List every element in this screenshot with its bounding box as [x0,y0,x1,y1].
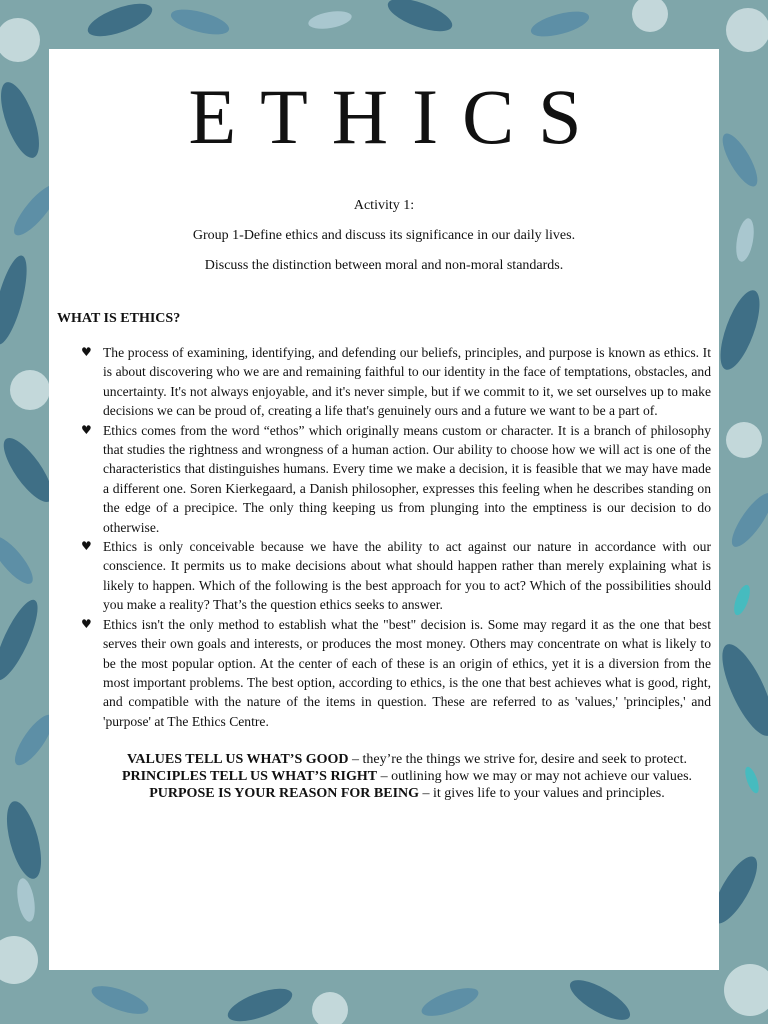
summary-block [57,751,711,802]
summary-purpose [103,785,711,802]
list-item [81,421,711,537]
summary-principles-bold: PRINCIPLES TELL US WHAT’S RIGHT [121,769,378,785]
summary-values-rest: – they’re the things we strive for, desire and seek to protect. [348,752,687,768]
list-item-text: Ethics comes from the word “ethos” which originally means custom or character. It is a branch of philosophy that studies the rightness and wrongness of a human action. Our ability to choose how we will act is one of the characteristics that distinguishes humans. Every time we make a decision, it is feasible that we may have made a different one. Soren Kierkegaard, a Danish philosopher, expresses this feeling when he describes standing on the edge of a precipice. The only thing keeping us from plunging into the emptiness is our decision to do otherwise. [103,422,711,535]
discussion-task: Discuss the distinction between moral and non-moral standards. [204,258,564,273]
section-heading: WHAT IS ETHICS? [57,311,181,326]
heart-bullet-icon: ♥ [81,422,92,437]
activity-intro [57,197,711,275]
list-item-text: The process of examining, identifying, and defending our beliefs, principles, and purpose is known as ethics. It is about discovering who we are and remaining faithful to our identity in the face of temptations, obstacles, and uncertainty. It's not always enjoyable, and it's never simple, but if we commit to it, we set ourselves up to make decisions we can be proud of, creating a life that's genuinely ours and a future we want to be a part of. [103,345,711,419]
list-item-text: Ethics isn't the only method to establish what the "best" decision is. Some may regard it as the one that best serves their own goals and interests, or produces the most money. Others may concentrate on what is likely to be the most popular option. At the center of each of these is an origin of ethics, yet it is a diversion from the most important problems. The best option, according to ethics, is the one that best achieves what is good, right, and compatible with the nature of the items in question. These are referred to as 'values,' 'principles,' and 'purpose' at The Ethics Centre. [103,616,711,729]
summary-purpose-rest: – it gives life to your values and principles. [419,786,665,802]
summary-principles [103,768,711,785]
document-page [49,49,719,970]
heart-bullet-icon: ♥ [81,539,92,554]
document-title: ETHICS [188,73,606,160]
list-item [81,615,711,731]
heart-bullet-icon: ♥ [81,345,92,359]
group-task: Group 1-Define ethics and discuss its significance in our daily lives. [192,228,576,243]
summary-values [103,751,711,768]
activity-label: Activity 1: [353,198,415,213]
summary-values-bold: VALUES TELL US WHAT’S GOOD [127,752,349,768]
summary-principles-rest: – outlining how we may or may not achieve our values. [377,769,693,785]
list-item [81,537,711,615]
list-item-text: Ethics is only conceivable because we have the ability to act against our nature in accordance with our conscience. It permits us to make decisions about what should happen rather than merely explaining what is likely to happen. Which of the following is the best approach for you to act? Which of the possibilities should you make a reality? That’s the question ethics seeks to answer. [103,539,711,613]
ethics-bullet-list [57,343,711,731]
summary-purpose-bold: PURPOSE IS YOUR REASON FOR BEING [149,786,420,802]
heart-bullet-icon: ♥ [81,616,92,631]
list-item [81,343,711,421]
